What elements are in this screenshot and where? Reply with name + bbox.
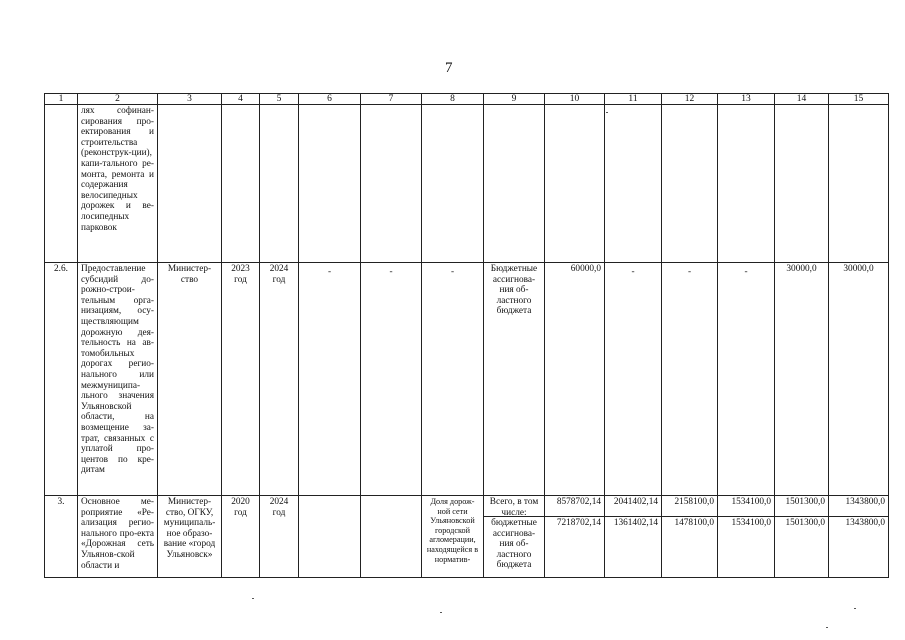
row-3-description: Основное ме-роприятие «Ре-ализация регио-нального про-екта «Дорожная сеть Ульянов-ской области и (78, 496, 158, 578)
row-3-total-c12: 2158100,0 (662, 496, 717, 517)
row-3-total-c13: 1534100,0 (718, 496, 774, 517)
row-26-c14: 30000,0 (775, 263, 829, 496)
row-3-budget-c12: 1478100,0 (674, 518, 714, 528)
row-3-start: 2020 год (222, 496, 260, 578)
header-cell: 7 (361, 94, 422, 105)
row-26-c12: - (662, 263, 718, 496)
scan-speck (252, 598, 254, 599)
row-26-end: 2024 год (260, 263, 299, 496)
row-3-executor: Министер-ство, ОГКУ, муниципаль-ное образо-вание «город Ульяновск» (158, 496, 222, 578)
header-cell: 11 (605, 94, 662, 105)
row-cont-description: лях софинан-сирования про-ектирования и строительства (реконструк-ции), капи-тального ре-монта, ремонта и содержания велосипедных дорожек и ве-лосипедных парковок (78, 105, 158, 263)
row-3-num: 3. (45, 496, 78, 578)
header-cell: 5 (260, 94, 299, 105)
header-cell: 2 (78, 94, 158, 105)
header-cell: 9 (484, 94, 545, 105)
table-row-continuation (45, 105, 889, 263)
row-3-budget-c11: 1361402,14 (613, 518, 658, 528)
row-3-total-c14: 1501300,0 (775, 496, 828, 517)
row-26-executor: Министер-ство (158, 263, 222, 496)
page-number: 7 (445, 60, 453, 76)
row-3-source-total: Всего, в том числе: (484, 496, 544, 517)
scan-speck (826, 627, 828, 628)
header-cell: 8 (422, 94, 484, 105)
header-cell: 6 (299, 94, 361, 105)
row-3-indicator: Доля дорож-ной сети Ульяновской городской агломерации, находящейся в норматив- (422, 496, 484, 578)
row-26-c13: - (718, 263, 775, 496)
row-3-total-c15: 1343800,0 (829, 496, 888, 517)
row-26-c10: 60000,0 (545, 263, 605, 496)
header-cell: 12 (662, 94, 718, 105)
table-row-2-6 (45, 263, 889, 496)
row-3-budget-c15: 1343800,0 (845, 518, 885, 528)
row-26-c15: 30000,0 (829, 263, 889, 496)
scan-speck (440, 612, 442, 613)
row-26-num: 2.6. (45, 263, 78, 496)
scan-speck (854, 608, 856, 609)
row-3-total-c10: 8578702,14 (545, 496, 604, 517)
header-row (45, 94, 889, 105)
program-table (44, 93, 889, 578)
header-cell: 15 (829, 94, 889, 105)
header-cell: 10 (545, 94, 605, 105)
row-3-budget-c10: 7218702,14 (556, 518, 601, 528)
header-cell: 1 (45, 94, 78, 105)
row-3-source-budget: бюджетные ассигнова-ния об-ластного бюджета (491, 518, 537, 571)
row-26-start: 2023 год (222, 263, 260, 496)
header-cell: 13 (718, 94, 775, 105)
row-3-budget-c13: 1534100,0 (731, 518, 771, 528)
row-26-description: Предоставление субсидий до-рожно-строи-тельным орга-низациям, осу-ществляющим дорожную дея-тельность на ав-томобильных дорогах регио-нального или межмуниципа-льного значения Ульяновской области, на возмещение за-трат, связанных с уплатой про-центов по кре-дитам (78, 263, 158, 496)
row-26-c11: - (605, 263, 662, 496)
row-3-end: 2024 год (260, 496, 299, 578)
header-cell: 4 (222, 94, 260, 105)
row-26-c8: - (422, 263, 484, 496)
row-26-c6: - (299, 263, 361, 496)
scan-speck (606, 112, 608, 113)
row-3-total-c11: 2041402,14 (605, 496, 661, 517)
row-26-source: Бюджетные ассигнова-ния об-ластного бюджета (484, 263, 545, 496)
header-cell: 14 (775, 94, 829, 105)
row-3-budget-c14: 1501300,0 (785, 518, 825, 528)
row-26-c7: - (361, 263, 422, 496)
header-cell: 3 (158, 94, 222, 105)
table-row-3 (45, 496, 889, 578)
